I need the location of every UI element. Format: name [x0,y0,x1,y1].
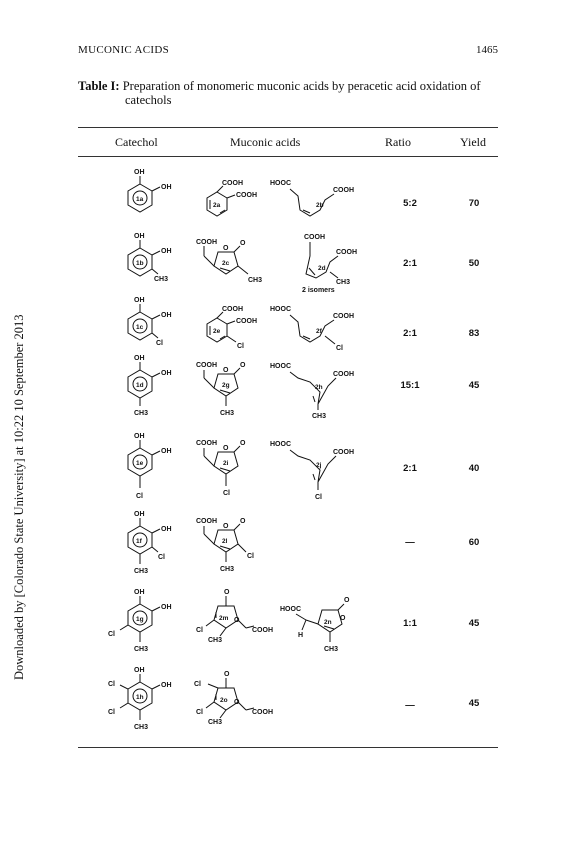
product-2a [207,180,257,216]
svg-text:COOH: COOH [236,318,257,325]
svg-text:O: O [240,362,246,369]
product-2e [207,306,257,350]
table-header-rule [78,156,498,157]
svg-text:HOOC: HOOC [270,363,291,370]
yield-value: 45 [468,698,480,709]
svg-text:2n: 2n [324,619,332,626]
svg-text:Cl: Cl [196,709,203,716]
structure-row-1b [110,228,380,294]
catechol-1c [128,297,172,347]
catechol-1f [128,511,172,575]
product-2g [196,362,246,417]
yield-value: 50 [468,258,480,269]
svg-text:H: H [298,632,304,639]
svg-text:COOH: COOH [222,306,243,313]
svg-text:CH3: CH3 [154,276,169,283]
download-watermark [12,80,24,680]
ratio-value: 2:1 [403,258,417,269]
svg-text:COOH: COOH [333,371,354,378]
structure-row-1c [110,292,380,358]
svg-text:Cl: Cl [136,493,143,500]
svg-text:O: O [344,597,350,604]
svg-text:1e: 1e [136,460,144,467]
svg-text:O: O [224,589,230,596]
svg-text:2h: 2h [315,384,323,391]
svg-text:1b: 1b [136,260,144,267]
svg-text:2a: 2a [213,202,221,209]
svg-text:OH: OH [161,526,172,533]
ratio-value: 5:2 [403,198,417,209]
catechol-1e [128,433,172,500]
product-2i [196,440,246,497]
svg-text:O: O [240,440,246,447]
table-row [110,584,500,664]
catechol-1h [108,667,172,731]
svg-text:O: O [223,445,229,452]
svg-text:2l: 2l [222,538,228,545]
svg-text:1g: 1g [136,616,144,623]
running-header-left: MUCONIC ACIDS [78,44,169,56]
product-2f [270,306,354,352]
product-2j [270,441,354,501]
catechol-1a [128,169,172,212]
structure-row-1g [110,584,380,664]
svg-text:CH3: CH3 [324,646,339,653]
svg-text:Cl: Cl [336,345,343,352]
ratio-value: 2:1 [403,463,417,474]
product-2o [194,671,273,726]
product-2n [280,597,350,653]
svg-text:2e: 2e [213,328,221,335]
svg-text:OH: OH [161,312,172,319]
svg-text:CH3: CH3 [134,568,149,575]
col-header-ratio: Ratio [385,135,411,149]
table-caption [78,79,508,107]
svg-text:O: O [223,245,229,252]
svg-text:HOOC: HOOC [280,606,301,613]
svg-text:CH3: CH3 [134,724,149,731]
svg-text:Cl: Cl [247,553,254,560]
svg-text:Cl: Cl [158,554,165,561]
ratio-value: — [405,537,415,548]
svg-text:CH3: CH3 [134,410,149,417]
ratio-value: 1:1 [403,618,417,629]
table-row [110,662,500,742]
svg-text:COOH: COOH [333,449,354,456]
svg-text:COOH: COOH [196,239,217,246]
yield-value: 45 [468,380,480,391]
product-2d [302,234,357,294]
svg-text:OH: OH [134,511,145,518]
svg-text:2c: 2c [222,260,230,267]
svg-text:OH: OH [134,169,145,176]
table-row [110,428,500,508]
svg-text:Cl: Cl [315,494,322,501]
svg-text:HOOC: HOOC [270,180,291,187]
svg-text:2o: 2o [220,697,228,704]
svg-text:2i: 2i [223,460,229,467]
svg-text:COOH: COOH [333,187,354,194]
svg-text:COOH: COOH [196,518,217,525]
svg-text:1f: 1f [136,538,142,545]
download-watermark-text: Downloaded by [Colorado State University] at 10:22 10 September 2013 [12,314,26,680]
svg-text:OH: OH [134,589,145,596]
svg-text:COOH: COOH [196,440,217,447]
svg-text:CH3: CH3 [248,277,263,284]
svg-text:1a: 1a [136,196,144,203]
yield-value: 45 [468,618,480,629]
svg-text:COOH: COOH [333,313,354,320]
svg-text:COOH: COOH [304,234,325,241]
svg-text:OH: OH [161,184,172,191]
product-2c [196,239,262,284]
svg-text:2m: 2m [219,615,229,622]
svg-text:CH3: CH3 [220,410,235,417]
col-header-muconic-acids: Muconic acids [230,135,301,149]
product-2h [270,363,354,420]
product-2l [196,518,254,573]
svg-text:CH3: CH3 [208,719,223,726]
svg-text:OH: OH [161,448,172,455]
table-row [110,166,500,226]
svg-text:OH: OH [134,667,145,674]
structure-row-1d [110,350,380,430]
ratio-value: — [405,700,415,711]
svg-text:OH: OH [161,682,172,689]
svg-text:O: O [234,617,240,624]
svg-text:COOH: COOH [236,192,257,199]
svg-text:2f: 2f [316,328,322,335]
svg-text:O: O [224,671,230,678]
catechol-1g [108,589,172,653]
svg-text:1c: 1c [136,324,144,331]
svg-text:CH3: CH3 [134,646,149,653]
svg-text:2g: 2g [222,382,230,389]
svg-text:O: O [223,367,229,374]
caption-line-1: Preparation of monomeric muconic acids by peracetic acid oxidation of [122,79,481,93]
svg-text:COOH: COOH [252,627,273,634]
svg-text:CH3: CH3 [312,413,327,420]
svg-text:2j: 2j [316,462,322,469]
svg-text:COOH: COOH [336,249,357,256]
svg-text:OH: OH [134,233,145,240]
svg-text:Cl: Cl [108,631,115,638]
svg-text:HOOC: HOOC [270,306,291,313]
structure-row-1e [110,428,380,508]
catechol-1b [128,233,172,283]
structure-row-1h [110,662,380,742]
yield-value: 40 [468,463,480,474]
table-bottom-rule [78,747,498,748]
table-row [110,506,500,586]
svg-text:O: O [234,699,240,706]
catechol-1d [128,355,172,417]
svg-text:OH: OH [161,248,172,255]
yield-value: 83 [468,328,480,339]
svg-text:COOH: COOH [252,709,273,716]
svg-text:OH: OH [134,355,145,362]
caption-line-2: catechols [125,93,172,107]
yield-value: 70 [468,198,480,209]
svg-text:OH: OH [134,433,145,440]
structure-row-1a [110,166,380,226]
svg-text:Cl: Cl [108,709,115,716]
col-header-yield: Yield [460,135,486,149]
svg-text:O: O [240,240,246,247]
svg-text:COOH: COOH [222,180,243,187]
product-2m [196,589,273,644]
svg-text:OH: OH [161,370,172,377]
isomer-note: 2 isomers [302,287,335,294]
svg-text:Cl: Cl [196,627,203,634]
caption-label: Table I: [78,79,120,93]
svg-text:OH: OH [134,297,145,304]
svg-text:CH3: CH3 [336,279,351,286]
svg-text:CH3: CH3 [208,637,223,644]
product-2b [270,180,354,216]
structure-row-1f [110,506,380,586]
yield-value: 60 [468,537,480,548]
ratio-value: 2:1 [403,328,417,339]
svg-text:Cl: Cl [223,490,230,497]
svg-text:1h: 1h [136,694,144,701]
page-number: 1465 [476,44,498,56]
svg-text:COOH: COOH [196,362,217,369]
svg-text:OH: OH [161,604,172,611]
table-top-rule [78,127,498,128]
col-header-catechol: Catechol [115,135,158,149]
ratio-value: 15:1 [400,380,420,391]
svg-text:O: O [340,615,346,622]
table-row [110,228,500,294]
svg-text:Cl: Cl [237,343,244,350]
svg-text:Cl: Cl [194,681,201,688]
table-row [110,292,500,358]
svg-text:O: O [223,523,229,530]
svg-text:HOOC: HOOC [270,441,291,448]
table-row [110,350,500,430]
svg-text:Cl: Cl [108,681,115,688]
svg-text:O: O [240,518,246,525]
svg-text:1d: 1d [136,382,144,389]
svg-text:Cl: Cl [156,340,163,347]
svg-text:CH3: CH3 [220,566,235,573]
svg-text:2b: 2b [316,202,324,209]
svg-text:2d: 2d [318,265,326,272]
